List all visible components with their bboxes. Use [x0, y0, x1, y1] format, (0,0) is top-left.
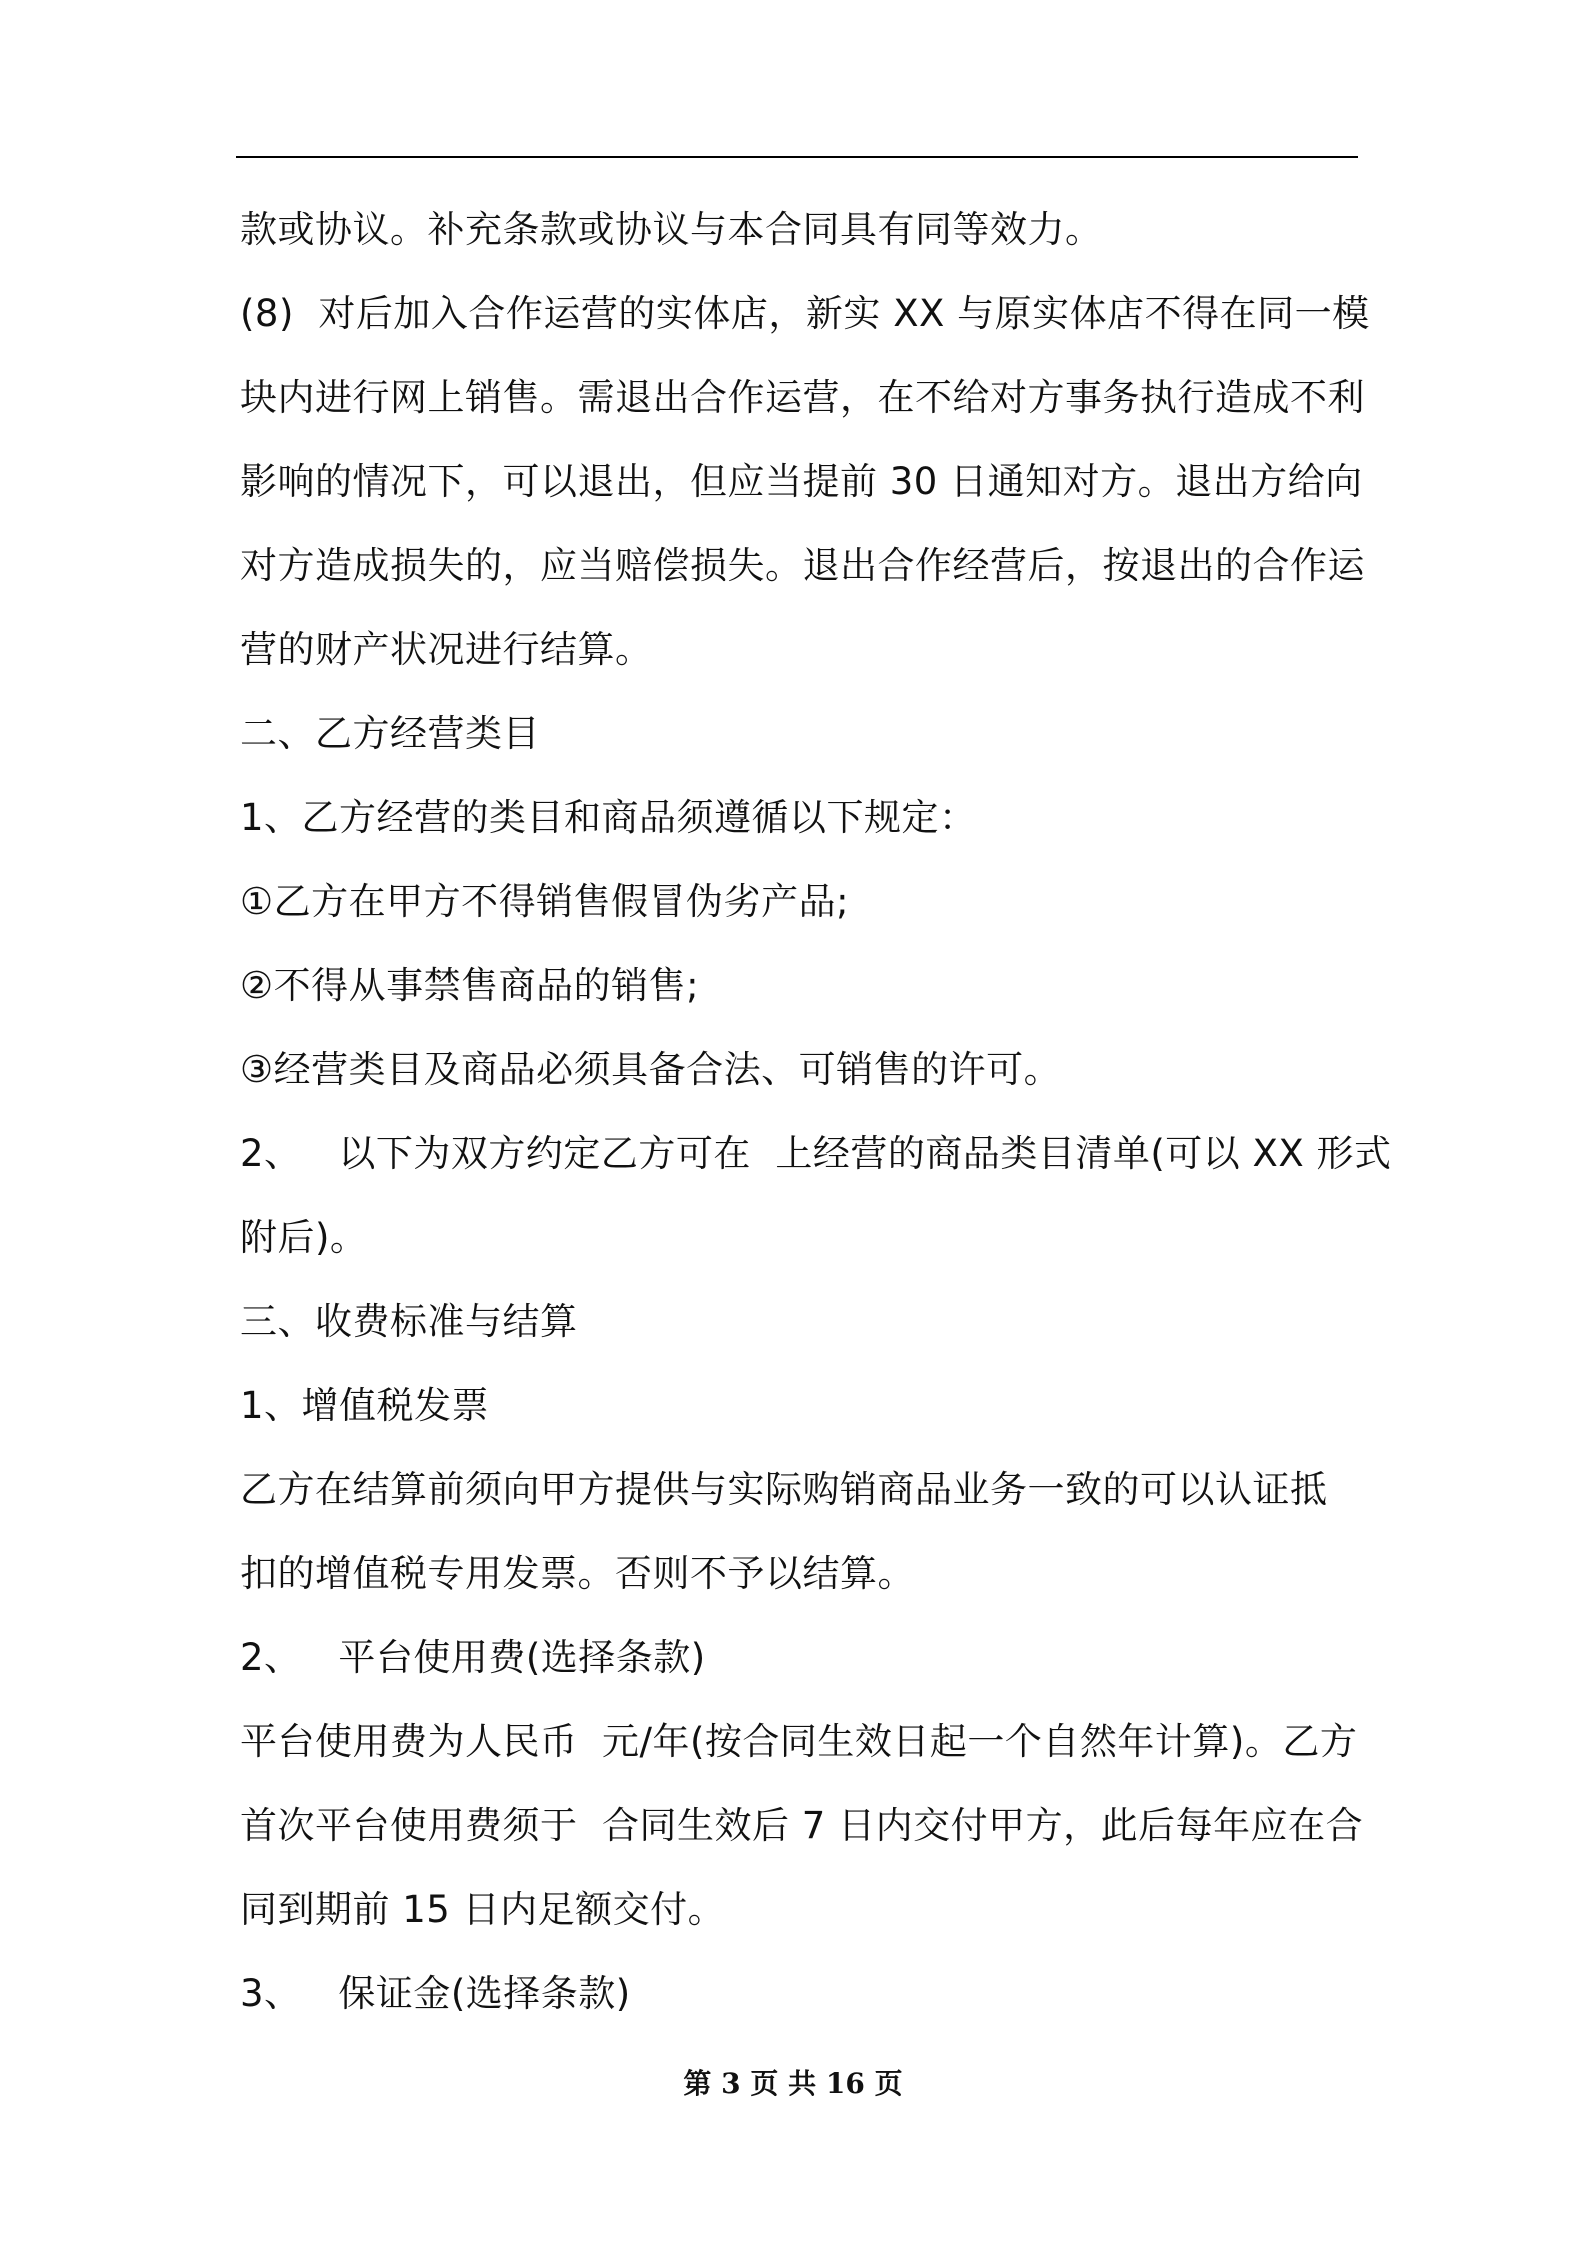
list-item: ①乙方在甲方不得销售假冒伪劣产品;: [240, 880, 850, 923]
text-line: 附后)。: [240, 1216, 368, 1259]
text-line: 同到期前 15 日内足额交付。: [240, 1888, 726, 1931]
section-heading: 三、收费标准与结算: [240, 1300, 578, 1343]
text-line: 扣的增值税专用发票。否则不予以结算。: [240, 1552, 915, 1595]
text-line: 乙方在结算前须向甲方提供与实际购销商品业务一致的可以认证抵: [240, 1468, 1328, 1511]
text-line: 平台使用费为人民币 元/年(按合同生效日起一个自然年计算)。乙方: [240, 1720, 1358, 1763]
text-line: 1、乙方经营的类目和商品须遵循以下规定：: [240, 796, 977, 839]
list-item: ②不得从事禁售商品的销售;: [240, 964, 700, 1007]
text-line: 2、 以下为双方约定乙方可在 上经营的商品类目清单(可以 XX 形式: [240, 1132, 1392, 1175]
section-heading: 二、乙方经营类目: [240, 712, 540, 755]
header-divider: [236, 156, 1358, 158]
document-body: [240, 188, 1392, 2036]
subsection-heading: 1、增值税发票: [240, 1384, 490, 1427]
subsection-heading: 3、 保证金(选择条款): [240, 1972, 631, 2015]
text-line: 首次平台使用费须于 合同生效后 7 日内交付甲方，此后每年应在合: [240, 1804, 1364, 1847]
text-line: 对方造成损失的，应当赔偿损失。退出合作经营后，按退出的合作运: [240, 544, 1365, 587]
text-line: (8) 对后加入合作运营的实体店，新实 XX 与原实体店不得在同一模: [240, 292, 1370, 335]
text-line: 块内进行网上销售。需退出合作运营，在不给对方事务执行造成不利: [240, 376, 1365, 419]
subsection-heading: 2、 平台使用费(选择条款): [240, 1636, 706, 1679]
list-item: ③经营类目及商品必须具备合法、可销售的许可。: [240, 1048, 1062, 1091]
text-line: 影响的情况下，可以退出，但应当提前 30 日通知对方。退出方给向: [240, 460, 1363, 503]
page-number-footer: 第 3 页 共 16 页: [683, 2067, 903, 2100]
text-line: 营的财产状况进行结算。: [240, 628, 653, 671]
text-line: 款或协议。补充条款或协议与本合同具有同等效力。: [240, 208, 1103, 251]
